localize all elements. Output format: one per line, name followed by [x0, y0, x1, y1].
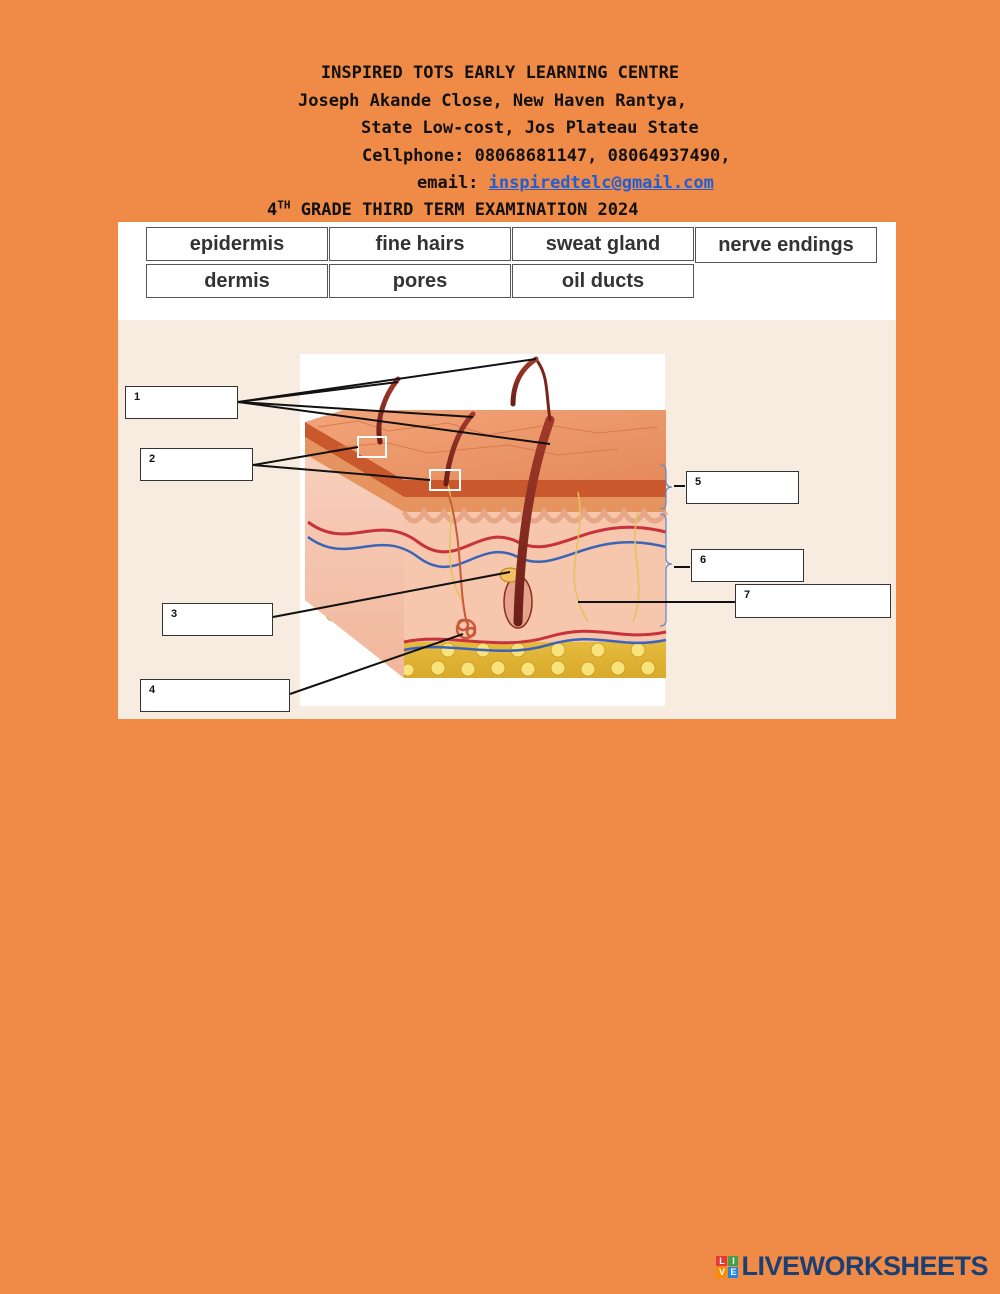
email-link[interactable]: inspiredtelc@gmail.com [488, 173, 714, 193]
school-name: INSPIRED TOTS EARLY LEARNING CENTRE [320, 63, 680, 83]
answer-box-1[interactable] [125, 386, 238, 419]
answer-number-1: 1 [134, 391, 141, 403]
liveworksheets-brand[interactable] [716, 1251, 988, 1282]
answer-number-2: 2 [149, 453, 156, 465]
exam-grade: 4 [267, 200, 278, 220]
answer-number-7: 7 [744, 589, 751, 601]
liveworksheets-logo-icon: L I V E [716, 1256, 738, 1278]
answer-box-7[interactable] [735, 584, 891, 618]
answer-number-4: 4 [149, 684, 156, 696]
word-epidermis[interactable]: epidermis [146, 227, 328, 261]
word-fine-hairs[interactable]: fine hairs [329, 227, 511, 261]
answer-box-4[interactable] [140, 679, 290, 712]
exam-title [267, 200, 639, 220]
exam-grade-suffix: TH [277, 198, 291, 212]
answer-number-3: 3 [171, 608, 178, 620]
email-label: email: [417, 173, 489, 193]
brand-name: LIVEWORKSHEETS [741, 1251, 988, 1281]
word-sweat-gland[interactable]: sweat gland [512, 227, 694, 261]
word-nerve-endings[interactable]: nerve endings [695, 227, 877, 263]
word-dermis[interactable]: dermis [146, 264, 328, 298]
exam-title-rest: GRADE THIRD TERM EXAMINATION 2024 [290, 200, 639, 220]
answer-box-5[interactable] [686, 471, 799, 504]
worksheet [118, 222, 896, 719]
address-line-1: Joseph Akande Close, New Haven Rantya, [298, 91, 687, 111]
answer-box-6[interactable] [691, 549, 804, 582]
address-line-2: State Low-cost, Jos Plateau State [361, 118, 699, 138]
answer-number-5: 5 [695, 476, 702, 488]
phone-line: Cellphone: 08068681147, 08064937490, [362, 146, 731, 166]
email-line [417, 173, 714, 193]
word-pores[interactable]: pores [329, 264, 511, 298]
answer-number-6: 6 [700, 554, 707, 566]
answer-box-3[interactable] [162, 603, 273, 636]
answer-box-2[interactable] [140, 448, 253, 481]
word-oil-ducts[interactable]: oil ducts [512, 264, 694, 298]
